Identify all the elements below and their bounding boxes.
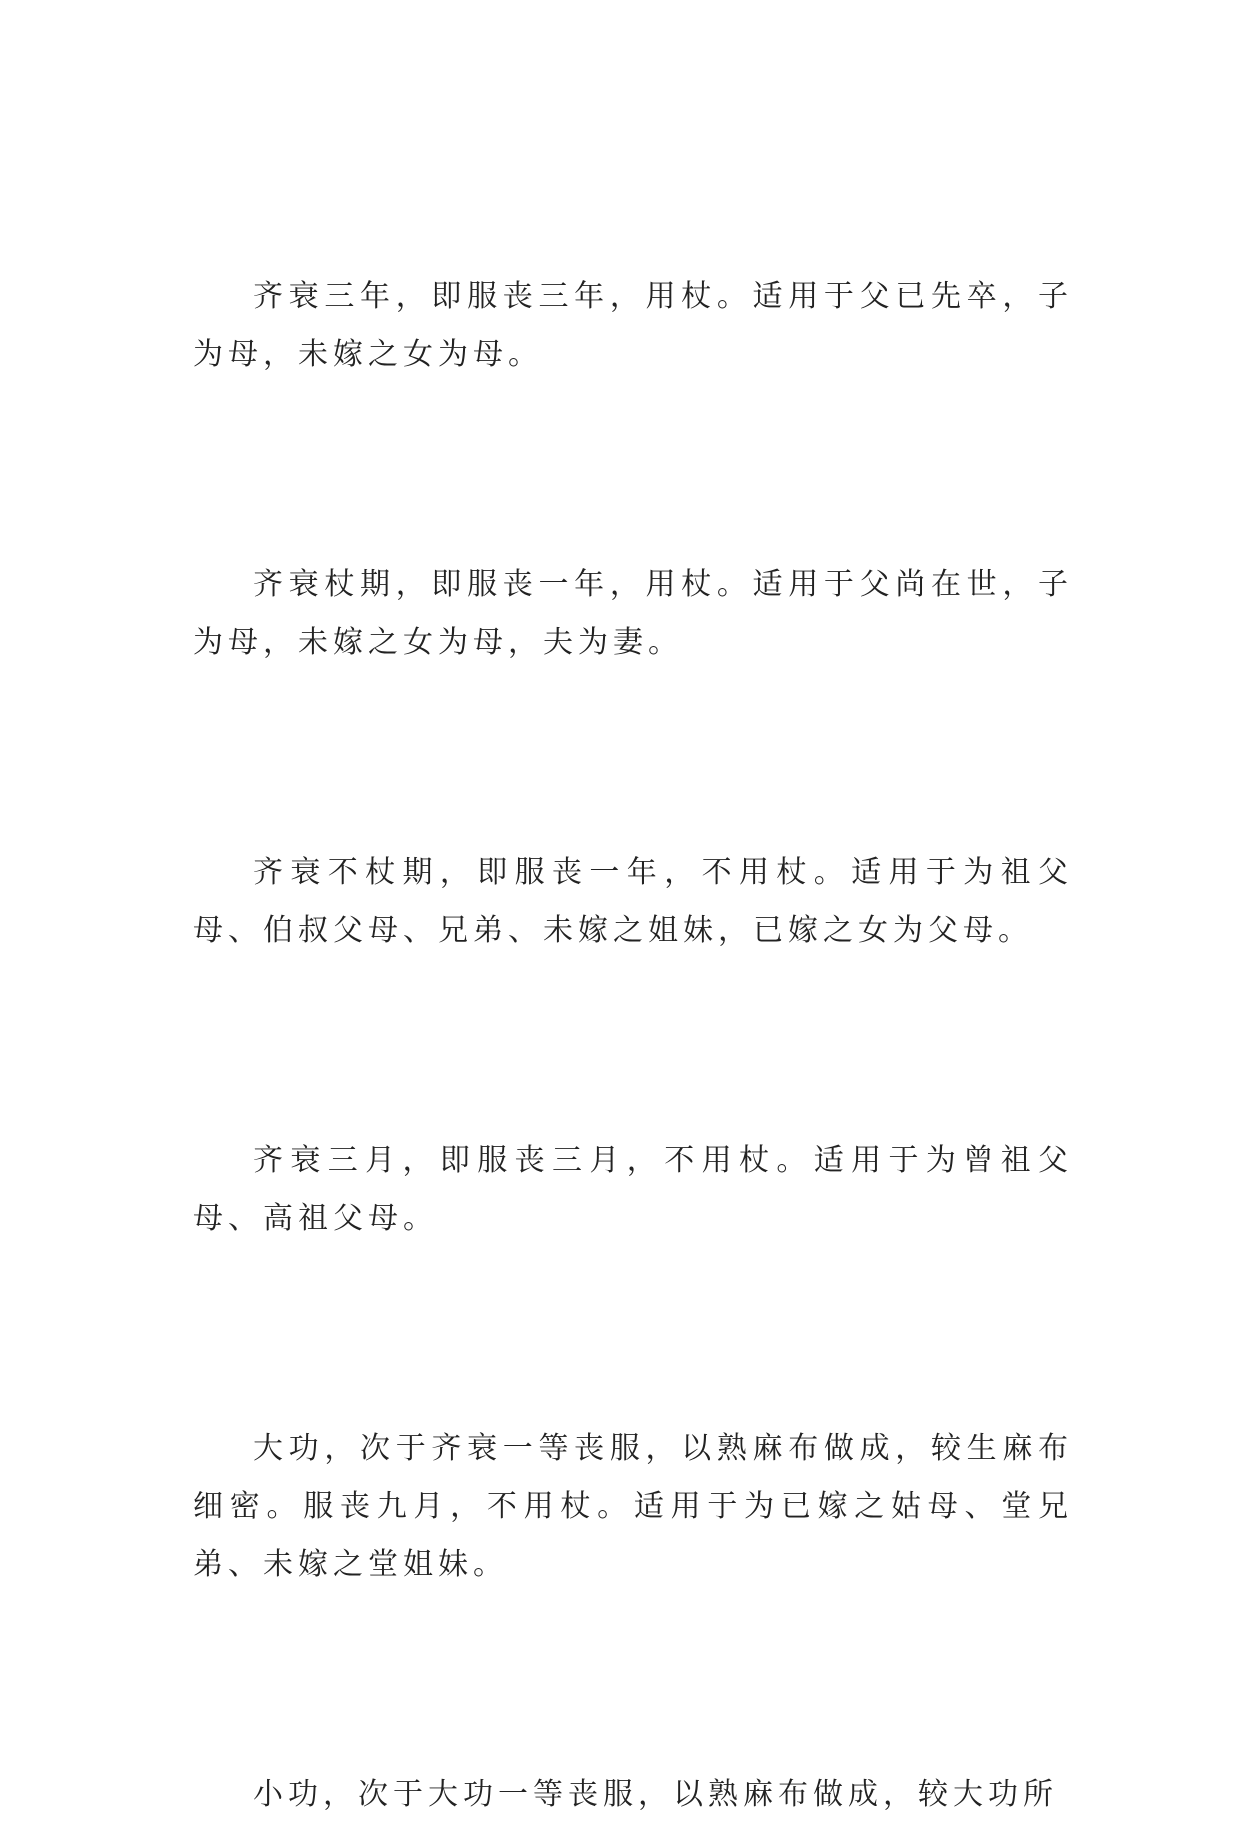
paragraph-1: 齐衰三年，即服丧三年，用杖。适用于父已先卒，子为母，未嫁之女为母。 [193,279,1073,372]
paragraph-2: 齐衰杖期，即服丧一年，用杖。适用于父尚在世，子为母，未嫁之女为母，夫为妻。 [193,567,1073,660]
document-body [193,268,1073,1824]
paragraph-6: 小功，次于大功一等丧服，以熟麻布做成，较大功所 [253,1777,1058,1812]
paragraph-4: 齐衰三月，即服丧三月，不用杖。适用于为曾祖父母、高祖父母。 [193,1143,1073,1236]
paragraph-3: 齐衰不杖期，即服丧一年，不用杖。适用于为祖父母、伯叔父母、兄弟、未嫁之姐妹，已嫁之女为父母。 [193,855,1073,948]
paragraph-5: 大功，次于齐衰一等丧服，以熟麻布做成，较生麻布细密。服丧九月，不用杖。适用于为已嫁之姑母、堂兄弟、未嫁之堂姐妹。 [193,1431,1073,1582]
